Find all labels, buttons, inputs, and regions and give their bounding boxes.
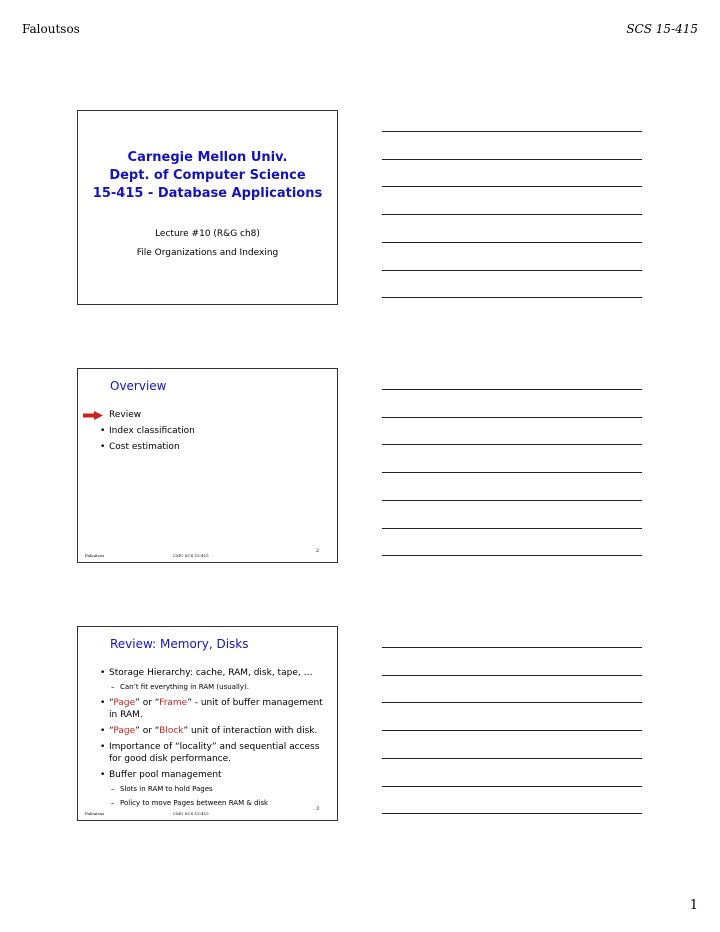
note-line <box>382 159 642 160</box>
note-line <box>382 242 642 243</box>
bullet-storage-hierarchy: • Storage Hierarchy: cache, RAM, disk, tape, … <box>98 667 327 679</box>
slide-overview <box>77 368 338 563</box>
note-line <box>382 500 642 501</box>
bullet-locality: • Importance of “locality” and sequential access for good disk performance. <box>98 741 327 765</box>
bullet-text: Index classification <box>109 426 195 436</box>
note-line <box>382 297 642 298</box>
note-line <box>382 389 642 390</box>
note-line <box>382 417 642 418</box>
title-line-department: Dept. of Computer Science <box>109 168 306 183</box>
slide-footer-author: Faloutsos <box>85 553 105 558</box>
header-course: SCS 15-415 <box>626 22 698 36</box>
slide-footer-course: CMU SCS 15-415 <box>173 811 209 816</box>
note-line <box>382 813 642 814</box>
title-line-university: Carnegie Mellon Univ. <box>127 150 288 165</box>
note-line <box>382 214 642 215</box>
bullet-text: Cost estimation <box>109 442 180 452</box>
bullet-review <box>98 409 327 421</box>
note-line <box>382 528 642 529</box>
quote-open: “ <box>109 726 114 736</box>
text-rest: ” unit of interaction with disk. <box>183 726 318 736</box>
note-line <box>382 444 642 445</box>
text-rest: ” - unit of buffer management in RAM. <box>109 698 323 720</box>
note-line <box>382 675 642 676</box>
term-block: Block <box>159 726 184 736</box>
page-number: 1 <box>689 898 698 913</box>
slide2-title: Overview <box>110 379 167 393</box>
sub-bullet-slots: – Slots in RAM to hold Pages <box>98 784 327 794</box>
note-line <box>382 647 642 648</box>
note-line <box>382 702 642 703</box>
slide1-subtitle <box>78 225 337 263</box>
slide-footer-author: Faloutsos <box>85 811 105 816</box>
lecture-topic: File Organizations and Indexing <box>136 248 279 258</box>
slide-number: 3 <box>315 806 319 812</box>
text-or: ” or “ <box>135 698 160 708</box>
bullet-index-classification <box>98 425 327 437</box>
note-line <box>382 472 642 473</box>
term-page: Page <box>113 698 136 708</box>
title-line-course: 15-415 - Database Applications <box>92 186 323 201</box>
quote-open: “ <box>109 698 114 708</box>
slide-title <box>77 110 338 305</box>
text-or: ” or “ <box>135 726 160 736</box>
term-frame: Frame <box>159 698 188 708</box>
slide2-bullets <box>98 409 327 457</box>
note-line <box>382 186 642 187</box>
note-line <box>382 555 642 556</box>
bullet-cost-estimation <box>98 441 327 453</box>
title-part-memory: Review: Memory <box>110 637 209 651</box>
slide-footer-course: CMU SCS 15-415 <box>173 553 209 558</box>
lecture-number: Lecture #10 (R&G ch8) <box>155 229 260 239</box>
note-line <box>382 786 642 787</box>
title-separator: , <box>208 637 217 651</box>
slide1-title <box>78 149 337 203</box>
bullet-page-block <box>98 725 327 737</box>
bullet-buffer-pool: • Buffer pool management <box>98 769 327 781</box>
note-line <box>382 758 642 759</box>
note-line <box>382 730 642 731</box>
slide3-title <box>110 637 249 651</box>
slide-review-memory-disks <box>77 626 338 821</box>
sub-bullet-policy: – Policy to move Pages between RAM & disk <box>98 798 327 808</box>
header-author: Faloutsos <box>22 22 80 36</box>
term-page: Page <box>113 726 136 736</box>
title-part-disks: Disks <box>216 637 249 651</box>
sub-bullet-ram: – Can’t fit everything in RAM (usually). <box>98 682 327 692</box>
slide3-bullets <box>98 667 327 813</box>
note-line <box>382 131 642 132</box>
bullet-page-frame <box>98 697 327 721</box>
arrow-right-icon <box>83 411 103 420</box>
note-line <box>382 270 642 271</box>
bullet-text: Review <box>109 410 142 420</box>
slide-number: 2 <box>315 548 319 554</box>
